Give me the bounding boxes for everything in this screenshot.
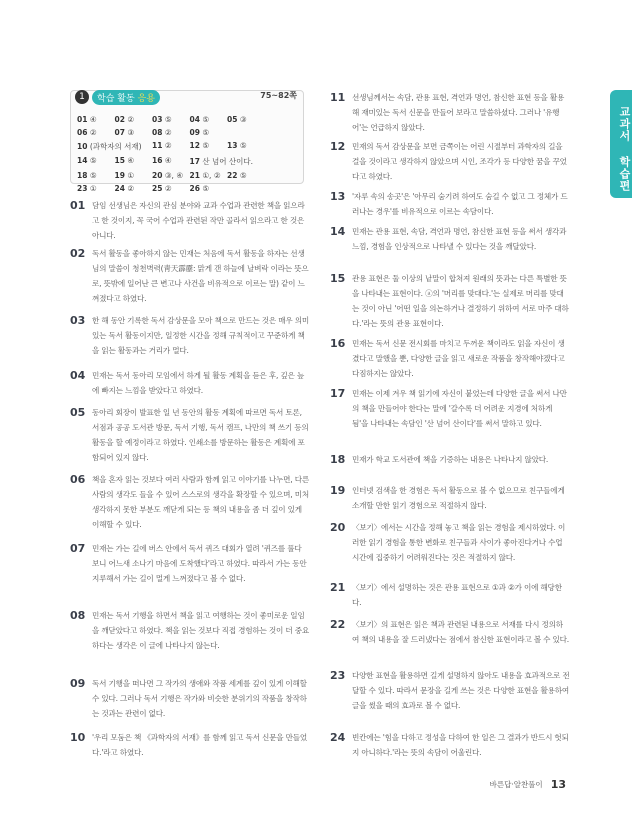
explanation-text: 민재는 독서 신문 전시회를 마치고 두꺼운 책이라도 읽을 자신이 생겼다고 말했을 뿐, 다양한 글을 읽고 새로운 작품을 창작해야겠다고 다짐하지는 않았다. xyxy=(352,339,565,378)
question-number: 20 xyxy=(330,521,346,534)
explanation-item xyxy=(330,617,570,647)
answer-value: ⑤ xyxy=(89,156,97,165)
answer-number: 08 xyxy=(152,128,163,137)
explanation-text: 선생님께서는 속담, 관용 표현, 격언과 명언, 참신한 표현 등을 활용해 재미있는 독서 신문을 만들어 보라고 말씀하셨다. 그러나 '유행어'는 언급하지 않았다. xyxy=(352,93,565,132)
answer-value: ② xyxy=(127,115,135,124)
answer-item xyxy=(190,115,228,124)
explanation-item xyxy=(70,472,310,532)
explanation-item xyxy=(330,271,570,331)
explanation-item xyxy=(330,520,570,565)
question-number: 05 xyxy=(70,406,86,419)
explanation-item xyxy=(330,668,570,713)
explanation-item xyxy=(70,676,310,721)
question-number: 09 xyxy=(70,677,86,690)
question-number: 14 xyxy=(330,225,346,238)
explanation-item xyxy=(330,90,570,135)
answer-number: 04 xyxy=(189,115,200,124)
explanation-text: 빈칸에는 '힘을 다하고 정성을 다하여 한 일은 그 결과가 반드시 헛되지 아니하다.'라는 뜻의 속담이 어울린다. xyxy=(352,733,569,757)
answer-value: ⑤ xyxy=(202,141,210,150)
answer-value: ③ xyxy=(127,128,135,137)
explanation-item xyxy=(70,541,310,586)
answer-value: ⑤ xyxy=(239,171,247,180)
answer-number: 01 xyxy=(77,115,88,124)
explanation-text: 민재가 학교 도서관에 책을 기증하는 내용은 나타나지 않았다. xyxy=(352,455,549,464)
question-number: 21 xyxy=(330,581,346,594)
question-number: 12 xyxy=(330,140,346,153)
question-number: 23 xyxy=(330,669,346,682)
question-number: 06 xyxy=(70,473,86,486)
question-number: 17 xyxy=(330,387,346,400)
answer-number: 19 xyxy=(114,171,125,180)
answer-number: 05 xyxy=(227,115,238,124)
answer-number: 09 xyxy=(189,128,200,137)
answer-item xyxy=(190,156,265,167)
explanation-text: '자루 속의 송곳'은 '아무리 숨기려 하여도 숨길 수 없고 그 정체가 드러나는 경우'를 비유적으로 이르는 속담이다. xyxy=(352,192,568,216)
answer-item xyxy=(152,184,190,193)
question-number: 15 xyxy=(330,272,346,285)
answer-number: 10 xyxy=(77,142,88,151)
question-number: 22 xyxy=(330,618,346,631)
answer-item xyxy=(77,115,115,124)
label-accent: 응용 xyxy=(137,93,155,104)
answer-number: 13 xyxy=(227,141,238,150)
answer-value: ⑤ xyxy=(239,141,247,150)
answer-item xyxy=(190,128,228,137)
explanation-text: 동아리 회장이 발표한 일 년 동안의 활동 계획에 따르면 독서 토론, 서점과 공공 도서관 방문, 독서 기행, 독서 캠프, 나만의 책 쓰기 등의 활동을 할 예정이라고 하였다. 인쇄소를 방문하는 활동은 계획에 포함되어 있지 않다. xyxy=(92,408,309,462)
question-number: 24 xyxy=(330,731,346,744)
answer-value: ② xyxy=(164,184,172,193)
answer-value: ② xyxy=(127,184,135,193)
answer-item xyxy=(227,141,265,152)
answer-number: 11 xyxy=(152,141,163,150)
explanation-item xyxy=(70,405,310,465)
answer-item xyxy=(190,141,228,152)
answer-number: 21 xyxy=(189,171,200,180)
answer-number: 06 xyxy=(77,128,88,137)
label-main: 학습 활동 xyxy=(97,93,135,104)
answer-key-header xyxy=(75,89,160,105)
badge-number: 1 xyxy=(75,90,89,104)
answer-value: ① xyxy=(127,171,135,180)
answer-key-box xyxy=(70,90,304,193)
explanation-text: 민재는 독서 동아리 모임에서 하게 될 활동 계획을 듣은 후, 깊은 늪에 빠지는 느낌을 받았다고 하였다. xyxy=(92,371,305,395)
answer-number: 20 xyxy=(152,171,163,180)
answer-key-label xyxy=(92,90,160,105)
explanation-text: 민재는 이제 겨우 책 읽기에 자신이 붙었는데 다양한 글을 써서 나만의 책을 만들어야 한다는 말에 '갈수록 더 어려운 지경에 처하게 됨'을 나타내는 속담인 '산 넘어 산이다'를 써서 말하고 있다. xyxy=(352,389,567,428)
explanation-item xyxy=(330,336,570,381)
explanation-item xyxy=(70,608,310,653)
explanation-item xyxy=(330,189,570,219)
explanation-text: 민재는 관용 표현, 속담, 격언과 명언, 참신한 표현 등을 써서 생각과 느낌, 경험을 인상적으로 나타낼 수 있다는 것을 깨달았다. xyxy=(352,227,567,251)
explanation-item xyxy=(70,246,310,306)
explanation-text: 책을 혼자 읽는 것보다 여러 사람과 함께 읽고 이야기를 나누면, 다른 사람의 생각도 들을 수 있어 스스로의 생각을 확장할 수 있으며, 미처 생각하지 못한 부분도 깨닫게 되는 등 책의 내용을 좀 더 깊이 있게 이해할 수 있다. xyxy=(92,475,310,529)
explanation-item xyxy=(330,483,570,513)
answer-number: 07 xyxy=(114,128,125,137)
answer-item xyxy=(77,128,115,137)
answer-number: 12 xyxy=(189,141,200,150)
question-number: 10 xyxy=(70,731,86,744)
explanation-item xyxy=(330,139,570,184)
answer-value: ⑤ xyxy=(89,171,97,180)
explanation-text: 다양한 표현을 활용하면 길게 설명하지 않아도 내용을 효과적으로 전달할 수 있다. 따라서 문장을 길게 쓰는 것은 다양한 표현을 활용하여 글을 썼을 때의 효과로 볼 수 없다. xyxy=(352,671,570,710)
answer-item xyxy=(115,128,153,137)
answer-item xyxy=(152,156,190,167)
answer-value: ④ xyxy=(127,156,135,165)
explanation-text: 민재는 독서 기행을 하면서 책을 읽고 여행하는 것이 좋미로운 일임을 깨닫았다고 하였다. 책을 읽는 것보다 직접 경험하는 것이 더 중요하다는 생각은 이 글에 나타나지 않는다. xyxy=(92,611,310,650)
answer-value: ①, ② xyxy=(202,171,221,180)
explanation-text: 〈보기〉에서는 시간을 정해 놓고 책을 읽는 경험을 제시하였다. 이러한 읽기 경험을 통한 변화로 친구들과 사이가 좋아진다거나 수업 시간에 집중하기 어려워진다는 것은 적절하지 않다. xyxy=(352,523,566,562)
explanation-item xyxy=(330,386,570,431)
question-number: 18 xyxy=(330,453,346,466)
answer-item xyxy=(115,156,153,167)
answer-item xyxy=(77,171,115,180)
explanation-text: 〈보기〉에서 설명하는 것은 관용 표현으로 ①과 ②가 이에 해당한다. xyxy=(352,583,562,607)
explanation-text: '우리 모둠은 책 《과학자의 서재》를 함께 읽고 독서 신문을 만들었다.'라고 하였다. xyxy=(92,733,307,757)
answer-number: 16 xyxy=(152,156,163,165)
explanation-item xyxy=(70,313,310,358)
answer-item xyxy=(190,171,228,180)
question-number: 07 xyxy=(70,542,86,555)
answer-number: 02 xyxy=(114,115,125,124)
answer-grid xyxy=(77,115,299,193)
answer-value: ③ xyxy=(239,115,247,124)
question-number: 08 xyxy=(70,609,86,622)
answer-item xyxy=(152,141,190,152)
question-number: 11 xyxy=(330,91,346,104)
answer-item xyxy=(227,171,265,180)
explanation-text: 〈보기〉의 표현은 읽은 책과 관련된 내용으로 서재를 다시 정의하여 책의 내용을 잘 드러냈다는 점에서 참신한 표현이라고 볼 수 있다. xyxy=(352,620,570,644)
answer-item xyxy=(152,171,190,180)
explanation-text: 한 해 동안 기록한 독서 감상문을 모아 책으로 만드는 것은 매우 의미 있는 독서 활동이지만, 일정한 시간을 정해 규칙적이고 꾸준하게 책을 읽는 활동과는 거리가 멀다. xyxy=(92,316,310,355)
explanation-item xyxy=(330,224,570,254)
answer-value: ② xyxy=(164,141,172,150)
answer-item xyxy=(77,184,115,193)
question-number: 13 xyxy=(330,190,346,203)
page-footer xyxy=(490,778,566,791)
answer-number: 24 xyxy=(114,184,125,193)
answer-value: ② xyxy=(164,128,172,137)
explanation-text: 독서 활동을 좋아하지 않는 민재는 처음에 독서 활동을 하자는 선생님의 말씀이 청천벽력(靑天霹靂: 맑게 갠 하늘에 날벼락 이라는 뜻으로, 뜻밖에 일어난 큰 변고나 사건을 비유적으로 이르는 말) 같이 느껴졌다고 하였다. xyxy=(92,249,309,303)
answer-number: 26 xyxy=(189,184,200,193)
answer-item xyxy=(115,115,153,124)
page-range: 75~82쪽 xyxy=(260,91,297,100)
footer-label: 바른답·알찬풀이 xyxy=(489,780,543,789)
question-number: 19 xyxy=(330,484,346,497)
answer-number: 18 xyxy=(77,171,88,180)
answer-value: ⑤ xyxy=(202,115,210,124)
explanation-text: 독서 기행을 떠나면 그 작가의 생애와 작품 세계를 깊이 있게 이해할 수 있다. 그러나 독서 기행은 작가와 비슷한 분위기의 작품을 창작하는 것과는 관련이 없다. xyxy=(92,679,307,718)
explanation-item xyxy=(330,580,570,610)
answer-number: 17 xyxy=(189,157,200,166)
answer-value: 산 넘어 산이다. xyxy=(202,157,253,166)
answer-number: 03 xyxy=(152,115,163,124)
explanation-text: 관용 표현은 둘 이상의 낱말이 합쳐져 원래의 뜻과는 다른 특별한 뜻을 나타내는 표현이다. ⓐ의 '머리를 맞대다.'는 실제로 머리를 맞대는 것이 아닌 '어떤 일을 의논하거나 결정하기 위하여 서로 마주 대하다.'라는 뜻의 관용 표현이다. xyxy=(352,274,569,328)
page-number: 13 xyxy=(550,778,566,791)
explanation-item xyxy=(330,730,570,760)
answer-item xyxy=(227,115,265,124)
explanation-text: 민재는 가는 길에 버스 안에서 독서 퀴즈 대회가 열려 '퀴즈를 풀다 보니 어느새 소나기 마음에 도착했다'라고 하였다. 따라서 가는 동안 지루해서 가는 길이 멀게 느껴졌다고 볼 수 없다. xyxy=(92,544,307,583)
answer-number: 22 xyxy=(227,171,238,180)
answer-number: 23 xyxy=(77,184,88,193)
explanation-text: 인터넷 검색을 한 경험은 독서 활동으로 볼 수 없으므로 친구들에게 소개할 만한 읽기 경험으로 적절하지 않다. xyxy=(352,486,565,510)
explanation-item xyxy=(330,452,570,467)
answer-value: (과학자의 서재) xyxy=(89,142,142,151)
answer-item xyxy=(77,156,115,167)
explanation-item xyxy=(70,198,310,243)
answer-value: ⑤ xyxy=(202,128,210,137)
question-number: 01 xyxy=(70,199,86,212)
explanation-text: 민재의 독서 감상문을 보면 금쪽이는 어린 시절부터 과학자의 길을 걸을 것이라고 생각하지 않았으며 시인, 조각가 등 다양한 꿈을 꾸었다고 하였다. xyxy=(352,142,567,181)
answer-item xyxy=(152,128,190,137)
answer-number: 15 xyxy=(114,156,125,165)
explanation-item xyxy=(70,368,310,398)
answer-value: ⑤ xyxy=(202,184,210,193)
answer-value: ③, ④ xyxy=(164,171,184,180)
answer-value: ② xyxy=(89,128,97,137)
section-side-tab: 교과서 학습편 xyxy=(610,90,632,198)
answer-value: ① xyxy=(89,184,97,193)
answer-value: ④ xyxy=(89,115,97,124)
question-number: 03 xyxy=(70,314,86,327)
answer-item xyxy=(152,115,190,124)
explanation-item xyxy=(70,730,310,760)
question-number: 04 xyxy=(70,369,86,382)
answer-item xyxy=(77,141,152,152)
answer-number: 14 xyxy=(77,156,88,165)
answer-number: 25 xyxy=(152,184,163,193)
question-number: 02 xyxy=(70,247,86,260)
answer-value: ⑤ xyxy=(164,115,172,124)
answer-item xyxy=(115,184,153,193)
answer-item xyxy=(115,171,153,180)
question-number: 16 xyxy=(330,337,346,350)
answer-item xyxy=(190,184,228,193)
explanation-text: 담임 선생님은 자신의 관심 분야와 교과 수업과 관련한 책을 읽으라고 한 것이지, 꼭 국어 수업과 관련된 작만 골라서 읽으라고 한 것은 아니다. xyxy=(92,201,305,240)
answer-value: ④ xyxy=(164,156,172,165)
